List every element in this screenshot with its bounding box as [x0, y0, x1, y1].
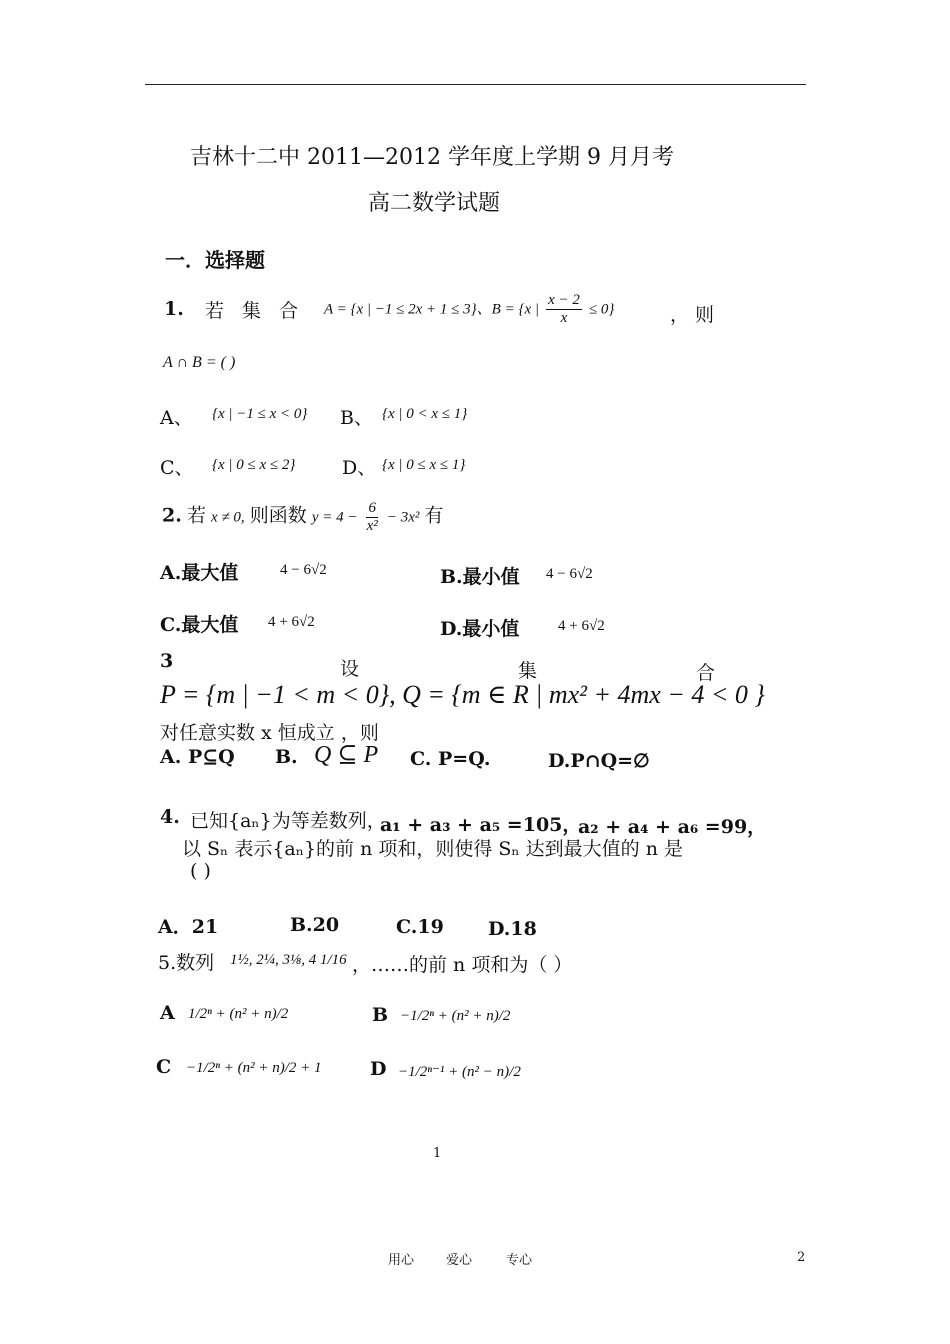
- q4-option-c: C.19: [396, 916, 444, 938]
- q2-option-d-value: 4 + 6√2: [558, 618, 605, 634]
- q3-word-she: 设: [340, 658, 360, 680]
- q5-sequence: 1½, 2¼, 3⅛, 4 1/16: [230, 952, 347, 968]
- q1-number: 1.: [164, 298, 184, 320]
- q5-option-a-label: A: [160, 1002, 175, 1024]
- q1-frac-num: x − 2: [548, 292, 580, 308]
- q2-suffix: 有: [424, 504, 444, 527]
- q5-option-b: −1/2ⁿ + (n² + n)/2: [400, 1008, 511, 1024]
- q1-fraction: [546, 292, 582, 326]
- q2-option-c: C.最大值: [160, 614, 239, 636]
- q4-line1-a: 已知{aₙ}为等差数列，: [190, 810, 386, 832]
- footer-page-number: 2: [797, 1250, 806, 1265]
- q2-option-a-value: 4 − 6√2: [280, 562, 327, 578]
- header-rule: [145, 84, 806, 85]
- q1-option-c-label: C、: [160, 457, 194, 479]
- q4-answer-blank: ( ): [190, 860, 211, 882]
- q1-stem: 若 集 合: [205, 300, 305, 322]
- q1-option-b: {x | 0 < x ≤ 1}: [382, 406, 468, 422]
- footer-word-3: 专心: [506, 1253, 533, 1268]
- q5-stem-end: ，……的前 n 项和为（ ）: [352, 954, 573, 976]
- section-heading: 一．选择题: [165, 248, 265, 272]
- q3-option-d: D.P∩Q=∅: [548, 750, 650, 772]
- q3-option-a: A. P⊆Q: [160, 746, 235, 768]
- q1-then: ， 则: [670, 304, 715, 326]
- q4-line1-b: a₁ + a₃ + a₅ =105，: [380, 814, 582, 836]
- q3-option-b: Q ⊆ P: [314, 742, 379, 768]
- footer-word-2: 爱心: [446, 1253, 473, 1268]
- inner-page-number: 1: [433, 1146, 442, 1161]
- q1-set-a: A = {x | −1 ≤ 2x + 1 ≤ 3}、B = {x |: [324, 301, 539, 318]
- q1-set-expression: [324, 292, 614, 326]
- q2-middle: 则函数: [249, 504, 307, 527]
- q2-frac-num: 6: [368, 500, 376, 516]
- q3-formula: P = {m | −1 < m < 0}, Q = {m ∈ R | mx² + 4mx − 4 < 0 }: [160, 680, 765, 709]
- q3-option-c: C. P=Q.: [410, 748, 491, 770]
- q2-prefix: 若: [186, 504, 206, 527]
- q2-option-a: A.最大值: [160, 562, 239, 584]
- q3-word-he: 合: [696, 662, 716, 684]
- q5-option-b-label: B: [372, 1004, 389, 1026]
- q5-option-d: −1/2ⁿ⁻¹ + (n² − n)/2: [398, 1064, 521, 1080]
- q2-frac-den: x²: [366, 517, 378, 534]
- q1-option-b-label: B、: [340, 407, 373, 429]
- exam-title: 吉林十二中 2011—2012 学年度上学期 9 月月考: [190, 145, 674, 170]
- q1-option-c: {x | 0 ≤ x ≤ 2}: [212, 457, 296, 473]
- q5-option-a: 1/2ⁿ + (n² + n)/2: [188, 1006, 289, 1022]
- q1-option-a-label: A、: [160, 407, 193, 429]
- q3-word-ji: 集: [518, 660, 538, 682]
- q2-fraction: [365, 500, 380, 534]
- q1-set-b-tail: ≤ 0}: [588, 301, 615, 318]
- footer-word-1: 用心: [388, 1253, 415, 1268]
- q4-line1-c: a₂ + a₄ + a₆ =99，: [578, 816, 767, 838]
- q2-stem: [162, 500, 444, 534]
- q5-option-c-label: C: [156, 1056, 172, 1078]
- q4-option-d: D.18: [488, 918, 537, 940]
- q1-option-d: {x | 0 ≤ x ≤ 1}: [382, 457, 466, 473]
- q4-number: 4.: [160, 806, 180, 828]
- q3-number: 3: [160, 650, 174, 672]
- q2-option-c-value: 4 + 6√2: [268, 614, 315, 630]
- q2-condition: x ≠ 0,: [211, 509, 245, 526]
- q1-frac-den: x: [560, 309, 568, 326]
- q5-option-c: −1/2ⁿ + (n² + n)/2 + 1: [186, 1060, 322, 1076]
- q1-intersection: A ∩ B = ( ): [163, 354, 236, 371]
- q2-number: 2.: [162, 504, 182, 527]
- exam-subtitle: 高二数学试题: [368, 191, 501, 216]
- q2-func-left: y = 4 −: [311, 509, 358, 526]
- q5-option-d-label: D: [370, 1058, 387, 1080]
- q4-option-b: B.20: [290, 914, 340, 936]
- q3-condition: 对任意实数 x 恒成立 ，则: [160, 722, 379, 744]
- q1-option-a: {x | −1 ≤ x < 0}: [212, 406, 308, 422]
- q2-option-b-value: 4 − 6√2: [546, 566, 593, 582]
- q2-option-b: B.最小值: [440, 566, 520, 588]
- q3-option-b-label: B.: [275, 746, 298, 768]
- q4-line2: 以 Sₙ 表示{aₙ}的前 n 项和，则使得 Sₙ 达到最大值的 n 是: [182, 838, 683, 860]
- q2-option-d: D.最小值: [440, 618, 520, 640]
- q2-func-right: − 3x²: [386, 509, 420, 526]
- q1-option-d-label: D、: [342, 457, 377, 479]
- q4-option-a: A．21: [158, 916, 219, 938]
- q5-stem-start: 5.数列: [158, 952, 215, 974]
